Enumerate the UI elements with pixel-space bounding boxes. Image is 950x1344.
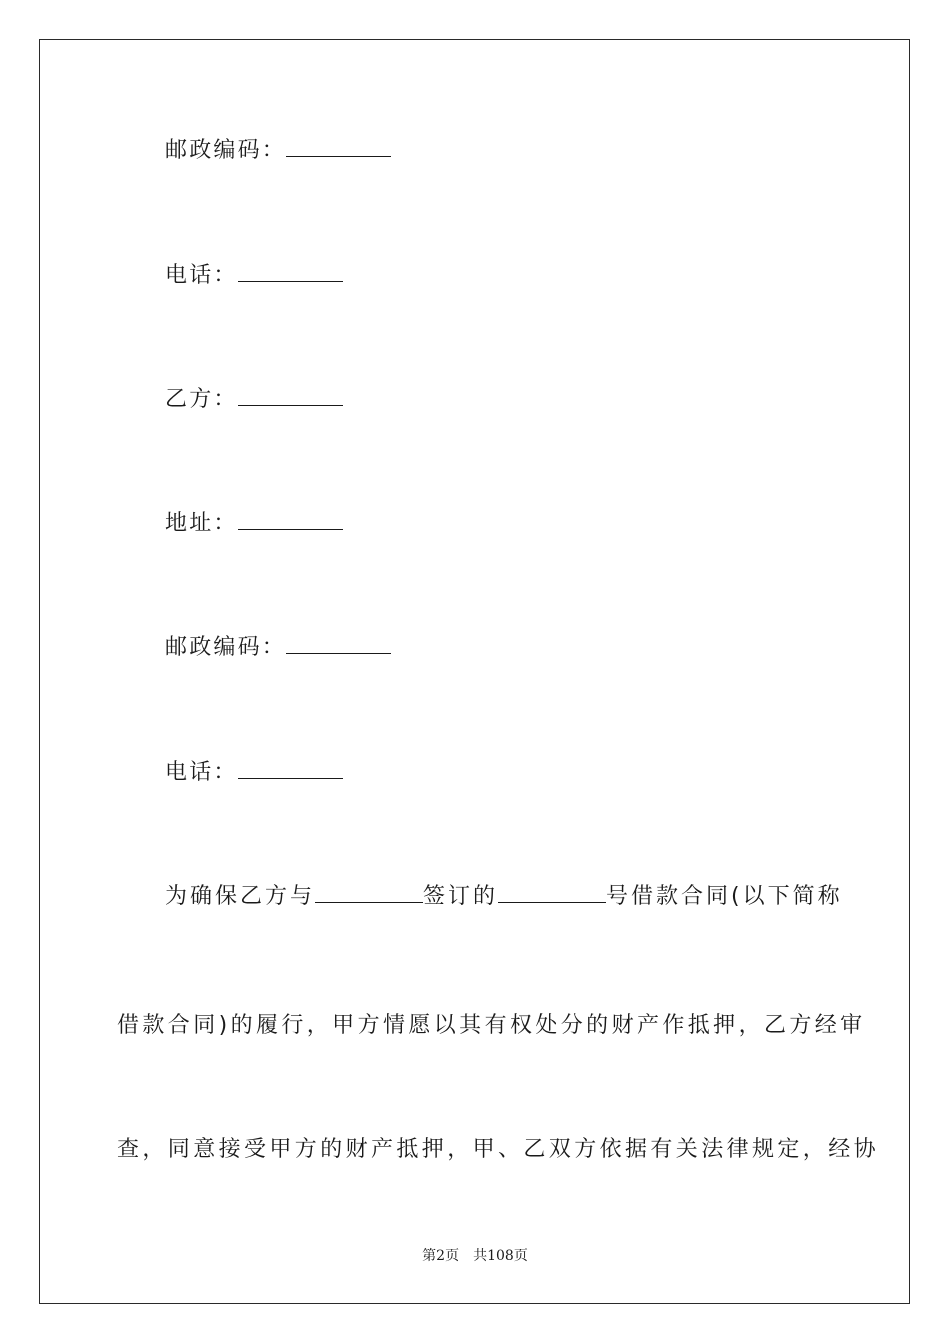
fill-blank[interactable] xyxy=(238,261,343,282)
paragraph-text: 号借款合同(以下简称 xyxy=(606,884,843,909)
paragraph-text: 签订的 xyxy=(423,884,499,909)
field-label: 电话： xyxy=(165,263,238,288)
field-label: 地址： xyxy=(165,511,238,536)
fill-blank[interactable] xyxy=(238,385,343,406)
field-label: 邮政编码： xyxy=(165,138,287,163)
field-label: 乙方： xyxy=(165,387,238,412)
field-address xyxy=(165,509,343,539)
paragraph-line-3: 查，同意接受甲方的财产抵押，甲、乙双方依据有关法律规定，经协 xyxy=(117,1137,880,1162)
field-postcode-2 xyxy=(165,633,391,663)
page-number: 第2页 xyxy=(422,1248,460,1264)
paragraph-line-1 xyxy=(165,882,843,912)
field-postcode-1 xyxy=(165,136,391,166)
fill-blank[interactable] xyxy=(315,882,423,903)
field-phone-1 xyxy=(165,261,343,291)
field-label: 电话： xyxy=(165,760,238,785)
fill-blank[interactable] xyxy=(238,509,343,530)
total-pages: 共108页 xyxy=(473,1248,528,1264)
field-party-b xyxy=(165,385,343,415)
fill-blank[interactable] xyxy=(286,633,391,654)
fill-blank[interactable] xyxy=(286,136,391,157)
fill-blank[interactable] xyxy=(498,882,606,903)
paragraph-line-2: 借款合同)的履行，甲方情愿以其有权处分的财产作抵押，乙方经审 xyxy=(117,1013,866,1038)
field-phone-2 xyxy=(165,758,343,788)
page-footer xyxy=(0,1245,950,1265)
field-label: 邮政编码： xyxy=(165,635,287,660)
paragraph-text: 为确保乙方与 xyxy=(165,884,316,909)
fill-blank[interactable] xyxy=(238,758,343,779)
page-frame xyxy=(39,39,910,1304)
